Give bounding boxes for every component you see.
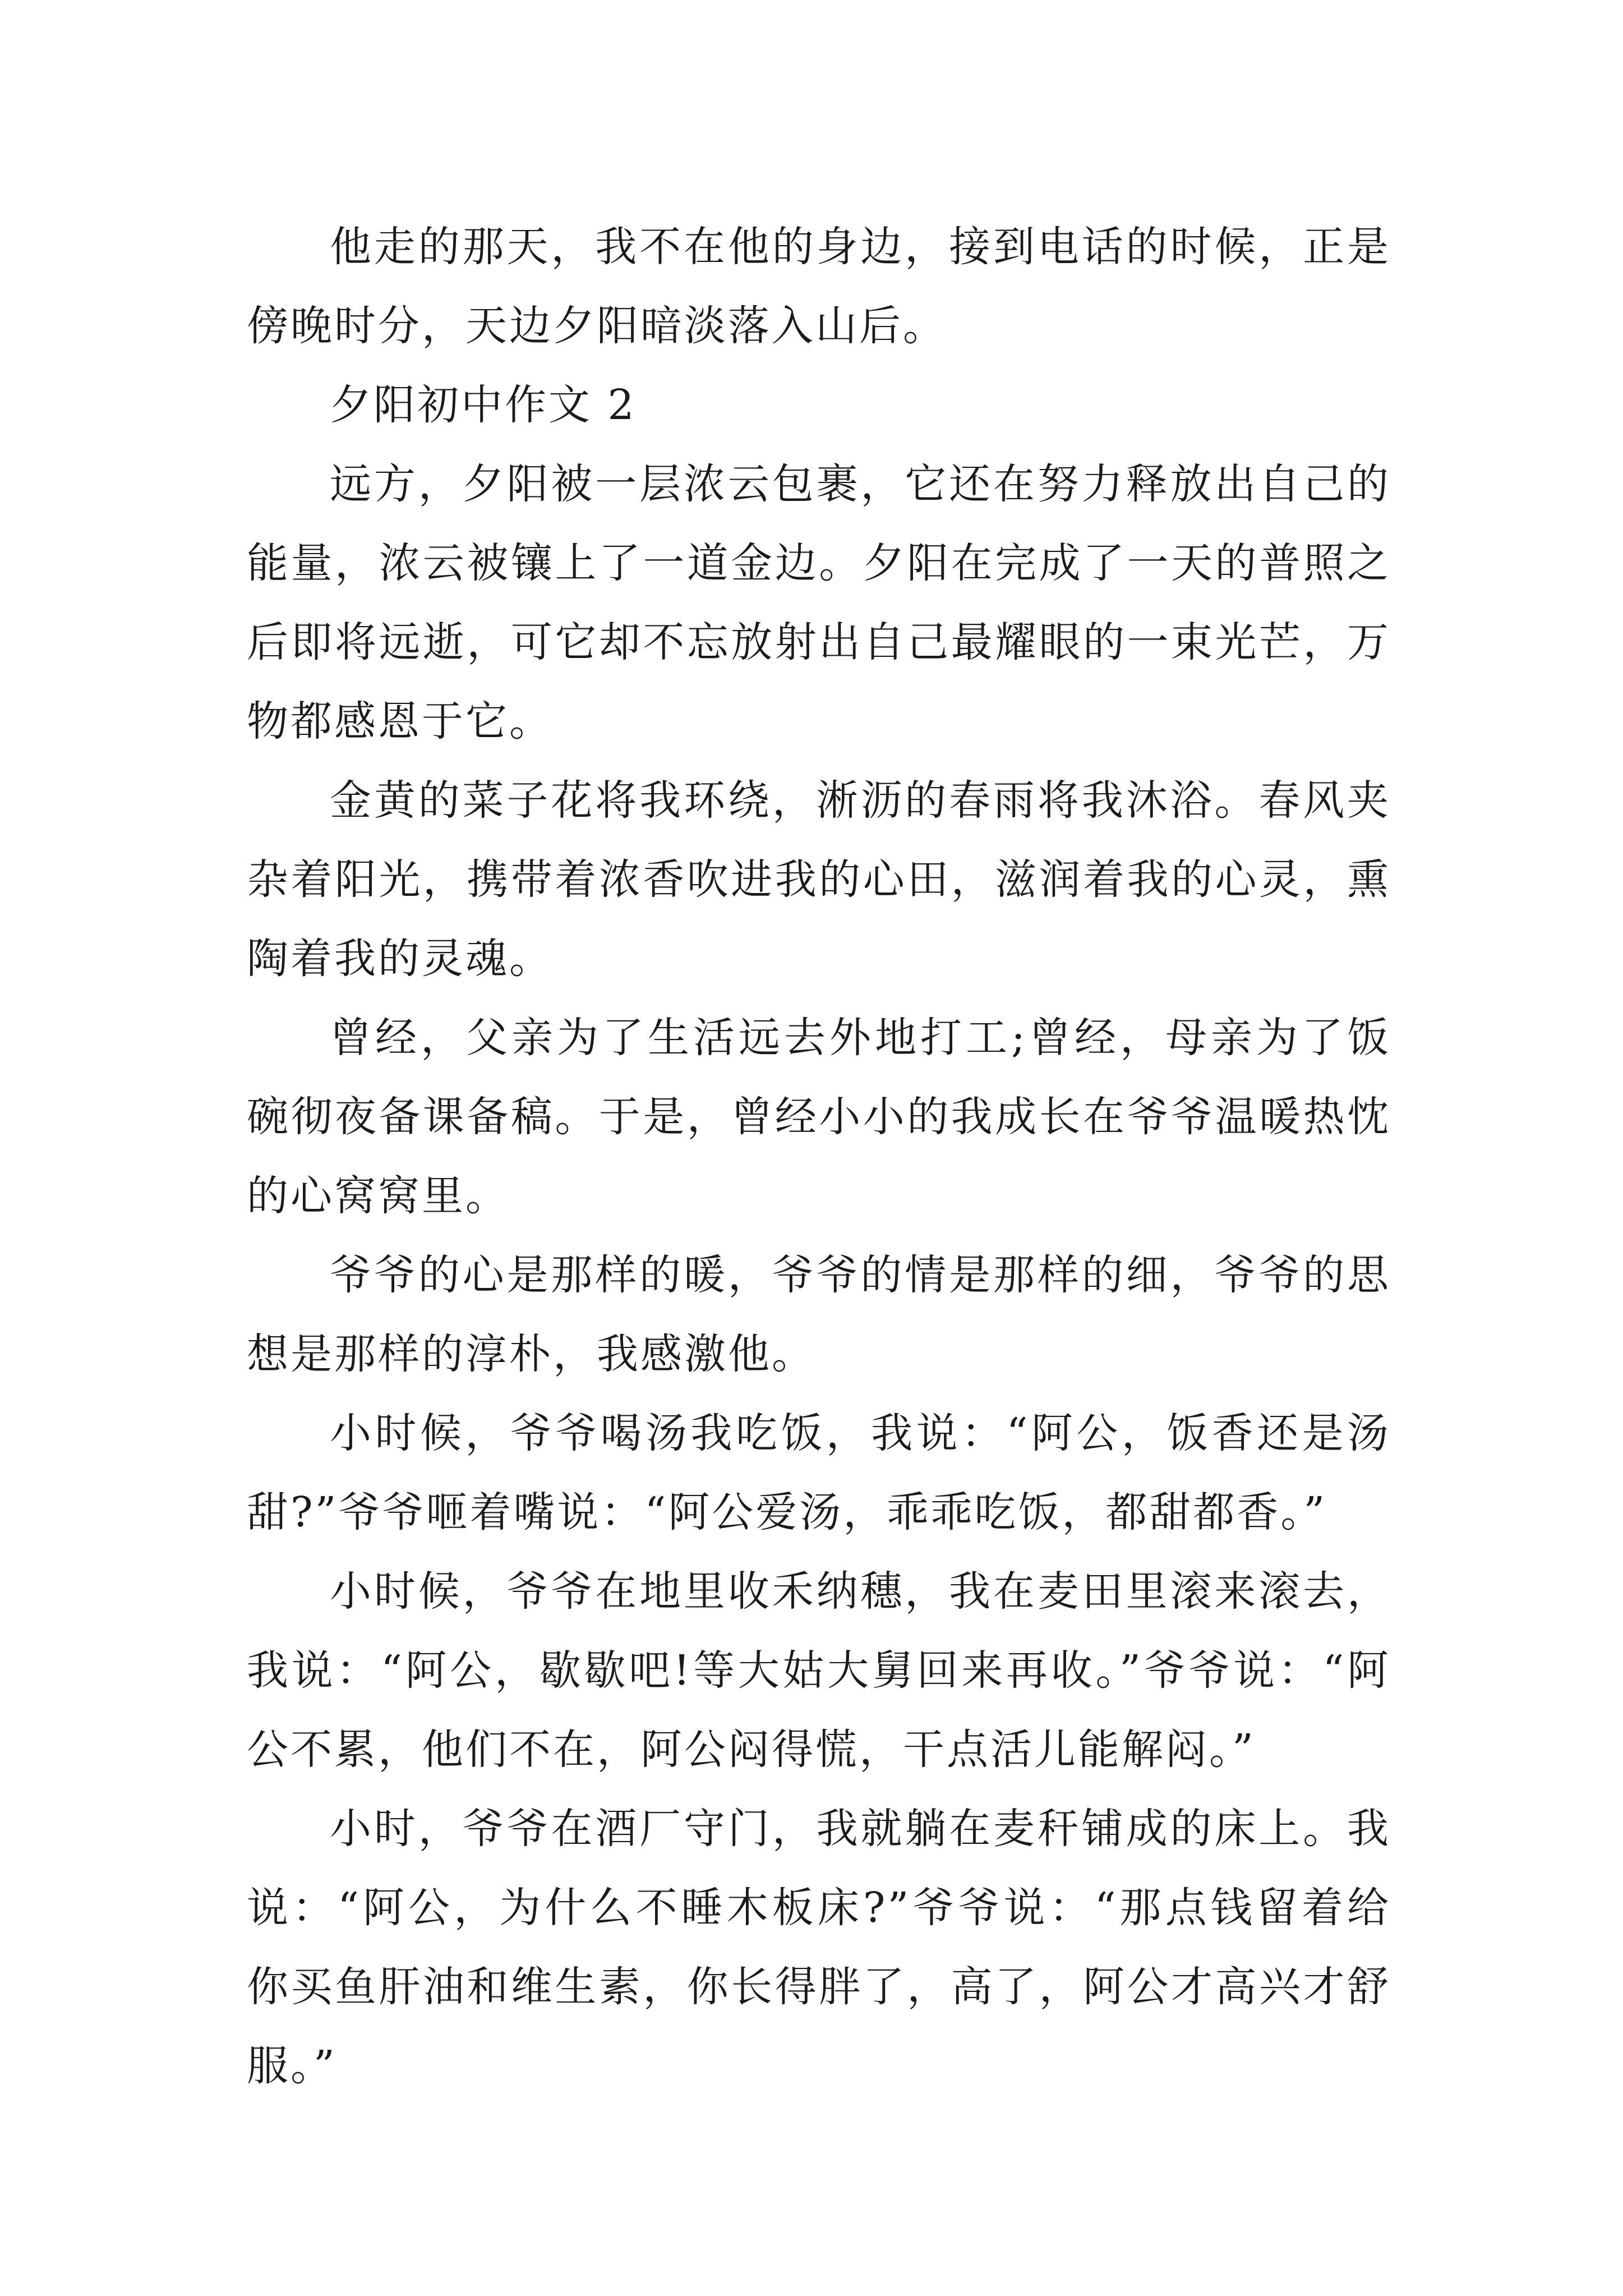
paragraph-2: 远方，夕阳被一层浓云包裹，它还在努力释放出自己的能量，浓云被镶上了一道金边。夕阳在完成了一天的普照之后即将远逝，可它却不忘放射出自己最耀眼的一束光芒，万物都感恩于它。 — [247, 460, 1391, 746]
paragraph-5: 爷爷的心是那样的暖，爷爷的情是那样的细，爷爷的思想是那样的淳朴，我感激他。 — [247, 1251, 1391, 1378]
paragraph-7: 小时候，爷爷在地里收禾纳穗，我在麦田里滚来滚去，我说：“阿公，歇歇吧!等大姑大舅回来再收。”爷爷说：“阿公不累，他们不在，阿公闷得慌，干点活儿能解闷。” — [247, 1567, 1391, 1774]
paragraph-8: 小时，爷爷在酒厂守门，我就躺在麦秆铺成的床上。我说：“阿公，为什么不睡木板床?”爷爷说：“那点钱留着给你买鱼肝油和维生素，你长得胖了，高了，阿公才高兴才舒服。” — [247, 1805, 1391, 2090]
paragraph-6: 小时候，爷爷喝汤我吃饭，我说：“阿公，饭香还是汤甜?”爷爷咂着嘴说：“阿公爱汤，乖乖吃饭，都甜都香。” — [247, 1409, 1391, 1536]
document-body — [247, 208, 1391, 2106]
essay-title: 夕阳初中作文 2 — [330, 381, 637, 429]
paragraph-1: 他走的那天，我不在他的身边，接到电话的时候，正是傍晚时分，天边夕阳暗淡落入山后。 — [247, 223, 1391, 350]
paragraph-3: 金黄的菜子花将我环绕，淅沥的春雨将我沐浴。春风夹杂着阳光，携带着浓香吹进我的心田，滋润着我的心灵，熏陶着我的灵魂。 — [247, 776, 1391, 983]
paragraph-4: 曾经，父亲为了生活远去外地打工;曾经，母亲为了饭碗彻夜备课备稿。于是，曾经小小的我成长在爷爷温暖热忱的心窝窝里。 — [247, 1014, 1391, 1220]
